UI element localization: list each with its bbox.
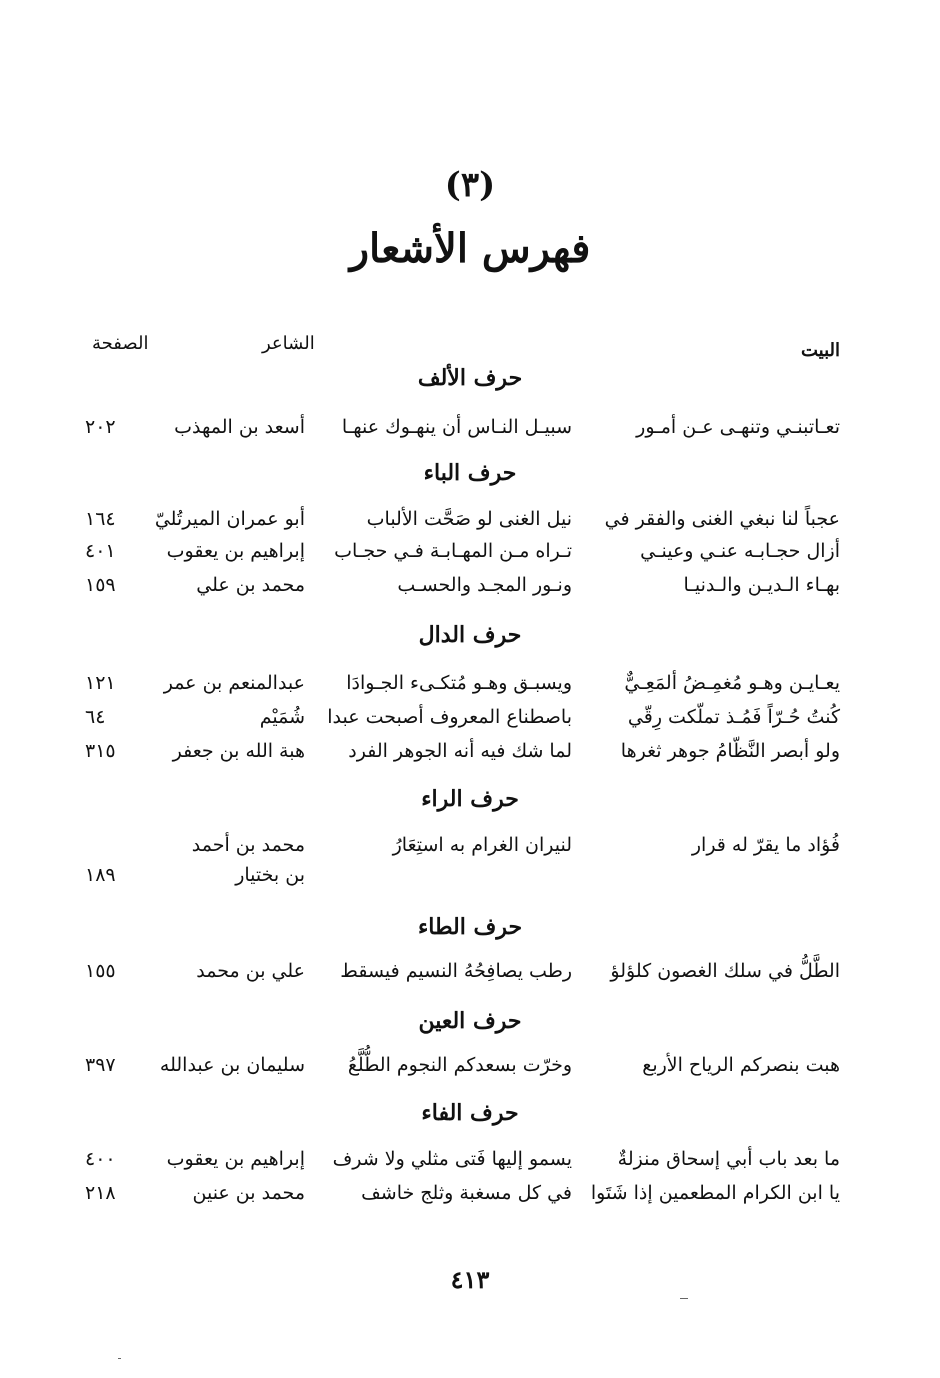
page-ref: ٣٩٧ [85,1054,116,1076]
section-heading-fa: حرف الفاء [421,1100,519,1126]
print-speck [680,1298,688,1299]
verse-first-hemistich: الطَّلُّ في سلك الغصون كلؤلؤ [610,960,840,982]
chapter-number: (٣) [444,165,496,205]
section-heading-ayn: حرف العين [418,1008,522,1034]
verse-second-hemistich: في كل مسغبة وثلج خاشف [361,1182,572,1204]
verse-second-hemistich: وخرّت بسعدكم النجوم الطُّلَّعُ [347,1054,572,1076]
page-ref: ١٦٤ [85,508,116,530]
poet-name: شُمَيْم [259,706,305,728]
chapter-title: فهرس الأشعار [349,225,591,272]
poet-name: محمد بن عنين [192,1182,305,1204]
verse-first-hemistich: عجباً لنا نبغي الغنى والفقر في [604,508,840,530]
verse-second-hemistich: ويسبـق وهـو مُتكـىء الجـوادَا [346,672,572,694]
verse-row [0,574,940,606]
page-ref: ٤٠٠ [85,1148,116,1170]
print-speck [118,1358,121,1359]
verse-second-hemistich: لما شك فيه أنه الجوهر الفرد [348,740,572,762]
page-ref: ٤٠١ [85,540,116,562]
page-ref: ١٥٥ [85,960,116,982]
verse-row [0,672,940,704]
poet-name: أسعد بن المهذب [174,416,305,438]
poet-name: محمد بن علي [196,574,305,596]
page-ref: ٦٤ [85,706,106,728]
page-number: ٤١٣ [450,1265,490,1294]
page-ref: ١٥٩ [85,574,116,596]
poet-name: عبدالمنعم بن عمر [163,672,305,694]
verse-row [0,834,940,898]
poet-name: علي بن محمد [196,960,305,982]
verse-first-hemistich: تعـاتبنـي وتنهـى عـن أمـور [636,416,840,438]
section-heading-ta: حرف الطاء [417,914,523,940]
verse-first-hemistich: ما بعد باب أبي إسحاق منزلةٌ [617,1148,840,1170]
poet-name: أبو عمران الميرتُليّ [154,508,305,530]
page-ref: ١٢١ [85,672,116,694]
verse-first-hemistich: هبت بنصركم الرياح الأربع [642,1054,840,1076]
verse-first-hemistich: يعـايـن وهـو مُغمِـضُ ألمَعِـيٌّ [624,672,840,694]
verse-first-hemistich: يا ابن الكرام المطعمين إذا شَتَوا [590,1182,840,1204]
verse-second-hemistich: تـراه مـن المهـابـة فـي حجـاب [334,540,572,562]
page-ref: ٣١٥ [85,740,116,762]
verse-row [0,1148,940,1180]
verse-second-hemistich: نيل الغنى لو صَحَّت الألباب [366,508,572,530]
verse-second-hemistich: سبيـل النـاس أن ينهـوك عنهـا [341,416,572,438]
section-heading-dal: حرف الدال [418,622,522,648]
page-ref: ١٨٩ [85,864,116,886]
verse-second-hemistich: لنيران الغرام به استِعَارُ [392,834,572,856]
column-header-poet: الشاعر [262,333,315,354]
page-ref: ٢١٨ [85,1182,116,1204]
verse-first-hemistich: فُؤاد ما يقرّ له قرار [691,834,840,856]
verse-row [0,706,940,738]
column-header-bayt: البيت [800,340,840,361]
verse-row [0,540,940,572]
verse-second-hemistich: باصطناع المعروف أصبحت عبدا [327,706,572,728]
verse-row [0,508,940,540]
poet-name: سليمان بن عبدالله [159,1054,305,1076]
verse-row [0,416,940,448]
verse-first-hemistich: كُنتُ حُـرّاً فَمُـذ تملّكت رِقّي [627,706,840,728]
verse-row [0,1054,940,1086]
page-ref: ٢٠٢ [85,416,116,438]
verse-first-hemistich: ولو أبصر النَّظّامُ جوهر ثغرها [620,740,840,762]
verse-first-hemistich: بهـاء الـديـن والـدنيـا [683,574,840,596]
poet-name: هبة الله بن جعفر [172,740,305,762]
poet-name: محمد بن أحمد [191,834,305,856]
column-header-page: الصفحة [92,333,149,354]
verse-second-hemistich: ونـور المجـد والحسـب [397,574,572,596]
verse-first-hemistich: أزال حجـابـه عنـي وعينـي [640,540,840,562]
poet-name: إبراهيم بن يعقوب [166,1148,305,1170]
verse-row [0,1182,940,1214]
verse-second-hemistich: رطب يصافِحُهُ النسيم فيسقط [340,960,572,982]
poet-name: إبراهيم بن يعقوب [166,540,305,562]
section-heading-alif: حرف الألف [417,365,523,391]
poet-name-continued: بن بختيار [235,864,305,886]
verse-row [0,740,940,772]
section-heading-ra: حرف الراء [421,786,519,812]
section-heading-ba: حرف الباء [423,460,517,486]
verse-row [0,960,940,992]
verse-second-hemistich: يسمو إليها فَتى مثلي ولا شرف [332,1148,572,1170]
